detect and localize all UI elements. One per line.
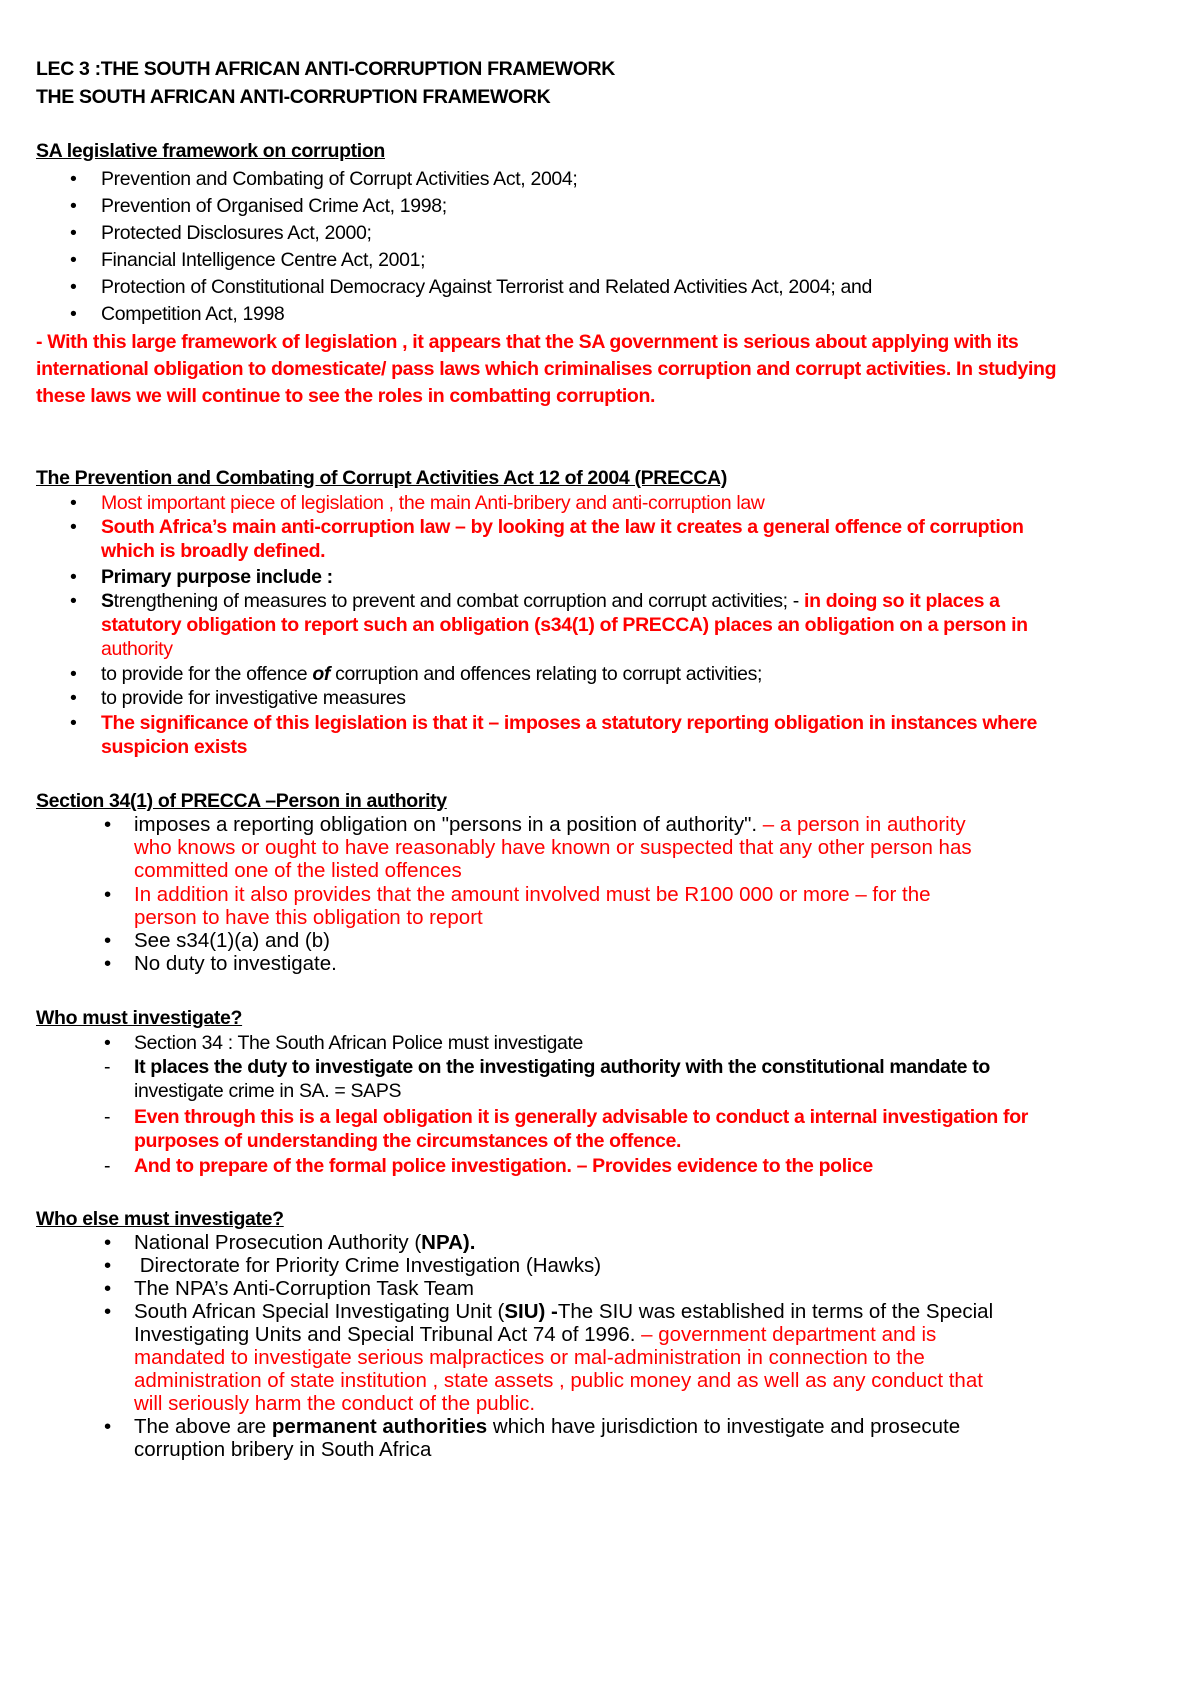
bullet-icon: • [70,222,77,244]
text-run: corruption and offences relating to corrupt activities; [330,663,763,685]
text-run: which have jurisdiction to investigate and prosecute [487,1415,961,1438]
list-item: Directorate for Priority Crime Investigation (Hawks) [134,1254,602,1277]
list-item: In addition it also provides that the amount involved must be R100 000 or more – for the [134,883,931,906]
list-item-continuation: which is broadly defined. [101,540,326,562]
list-item: The significance of this legislation is that it – imposes a statutory reporting obligation in instances where [101,712,1037,734]
list-item [101,663,762,686]
list-item-continuation: suspicion exists [101,736,248,758]
text-run: imposes a reporting obligation on "persons in a position of authority". [134,813,763,836]
section-heading-legislative-framework: SA legislative framework on corruption [36,140,385,162]
bullet-icon: • [104,1032,111,1054]
list-item: Most important piece of legislation , the main Anti-bribery and anti-corruption law [101,492,765,514]
bullet-icon: • [70,712,77,734]
list-item [134,1231,475,1255]
list-item-continuation: statutory obligation to report such an obligation (s34(1) of PRECCA) places an obligation on a person in [101,614,1028,636]
list-item-continuation: investigate crime in SA. = SAPS [134,1080,402,1102]
list-item: Prevention of Organised Crime Act, 1998; [101,195,447,217]
bullet-icon: • [70,276,77,298]
bullet-icon: • [70,516,77,538]
bullet-icon: • [104,929,112,952]
text-run: The above are [134,1415,272,1438]
list-item-continuation: committed one of the listed offences [134,859,462,882]
bullet-icon: • [70,195,77,217]
list-item: Protected Disclosures Act, 2000; [101,222,372,244]
text-run: to provide for the offence [101,663,313,685]
list-item: Prevention and Combating of Corrupt Activities Act, 2004; [101,168,578,190]
framework-note-line: these laws we will continue to see the roles in combatting corruption. [36,385,656,407]
list-item: It places the duty to investigate on the investigating authority with the constitutional mandate to [134,1056,990,1078]
bullet-icon: • [104,1277,112,1300]
text-run: permanent authorities [271,1415,488,1438]
list-item [134,1415,960,1439]
text-run: The SIU was established in terms of the Special [557,1300,994,1323]
section-heading-who-else-must-investigate: Who else must investigate? [36,1208,284,1230]
section-heading-who-must-investigate: Who must investigate? [36,1007,243,1029]
list-item: Competition Act, 1998 [101,303,285,325]
bullet-icon: • [104,1231,112,1254]
text-run: NPA). [421,1231,476,1254]
list-item-continuation: person to have this obligation to report [134,906,483,929]
bullet-icon: • [70,249,77,271]
list-item-continuation: authority [101,638,173,660]
dash-icon: - [104,1106,111,1128]
list-item: Section 34 : The South African Police must investigate [134,1032,584,1054]
list-item-continuation: mandated to investigate serious malpractices or mal-administration in connection to the [134,1346,925,1369]
list-item-continuation: will seriously harm the conduct of the public. [134,1392,536,1415]
bullet-icon: • [70,168,77,190]
list-item-continuation: corruption bribery in South Africa [134,1438,432,1461]
text-run: – a person in authority [762,813,966,836]
dash-icon: - [104,1155,111,1177]
list-item: Even through this is a legal obligation it is generally advisable to conduct a internal investigation for [134,1106,1028,1128]
bullet-icon: • [104,883,112,906]
list-item: Financial Intelligence Centre Act, 2001; [101,249,426,271]
text-run: National Prosecution Authority ( [134,1231,422,1254]
list-item: The NPA’s Anti-Corruption Task Team [134,1277,474,1300]
text-run: – government department and is [641,1323,937,1346]
list-item: And to prepare of the formal police investigation. – Provides evidence to the police [134,1155,873,1177]
bullet-icon: • [104,813,112,836]
bullet-icon: • [70,492,77,514]
bullet-icon: • [104,1300,112,1323]
list-item: Primary purpose include : [101,566,333,588]
list-item-continuation: administration of state institution , state assets , public money and as well as any conduct that [134,1369,983,1392]
list-item [101,590,1000,613]
text-run: SIU) - [504,1300,558,1323]
bullet-icon: • [70,590,77,612]
list-item: South Africa’s main anti-corruption law – by looking at the law it creates a general offence of corruption [101,516,1024,538]
bullet-icon: • [70,566,77,588]
text-run: S [101,590,114,612]
title-line-2: THE SOUTH AFRICAN ANTI-CORRUPTION FRAMEWORK [36,86,551,108]
dash-icon: - [104,1056,111,1078]
text-run: trengthening of measures to prevent and combat corruption and corrupt activities; - [113,590,804,612]
section-heading-s34: Section 34(1) of PRECCA –Person in authority [36,790,447,812]
bullet-icon: • [70,663,77,685]
list-item: See s34(1)(a) and (b) [134,929,330,952]
text-run: in doing so it places a [804,590,1000,612]
bullet-icon: • [70,687,77,709]
list-item: to provide for investigative measures [101,687,406,709]
list-item-continuation: who knows or ought to have reasonably have known or suspected that any other person has [134,836,972,859]
list-item-continuation: purposes of understanding the circumstances of the offence. [134,1130,682,1152]
text-run: of [312,663,331,685]
list-item-continuation [134,1323,936,1347]
bullet-icon: • [104,1254,112,1277]
list-item [134,1300,993,1324]
framework-note-line: - With this large framework of legislation , it appears that the SA government is serious about applying with its [36,331,1019,353]
title-line-1: LEC 3 :THE SOUTH AFRICAN ANTI-CORRUPTION FRAMEWORK [36,58,616,80]
list-item: Protection of Constitutional Democracy Against Terrorist and Related Activities Act, 2004; and [101,276,872,298]
bullet-icon: • [70,303,77,325]
bullet-icon: • [104,952,112,975]
text-run: South African Special Investigating Unit ( [134,1300,505,1323]
list-item [134,813,966,837]
bullet-icon: • [104,1415,112,1438]
text-run: Investigating Units and Special Tribunal Act 74 of 1996. [134,1323,642,1346]
section-heading-precca: The Prevention and Combating of Corrupt Activities Act 12 of 2004 (PRECCA) [36,467,728,489]
framework-note-line: international obligation to domesticate/ pass laws which criminalises corruption and corrupt activities. In studying [36,358,1057,380]
list-item: No duty to investigate. [134,952,337,975]
